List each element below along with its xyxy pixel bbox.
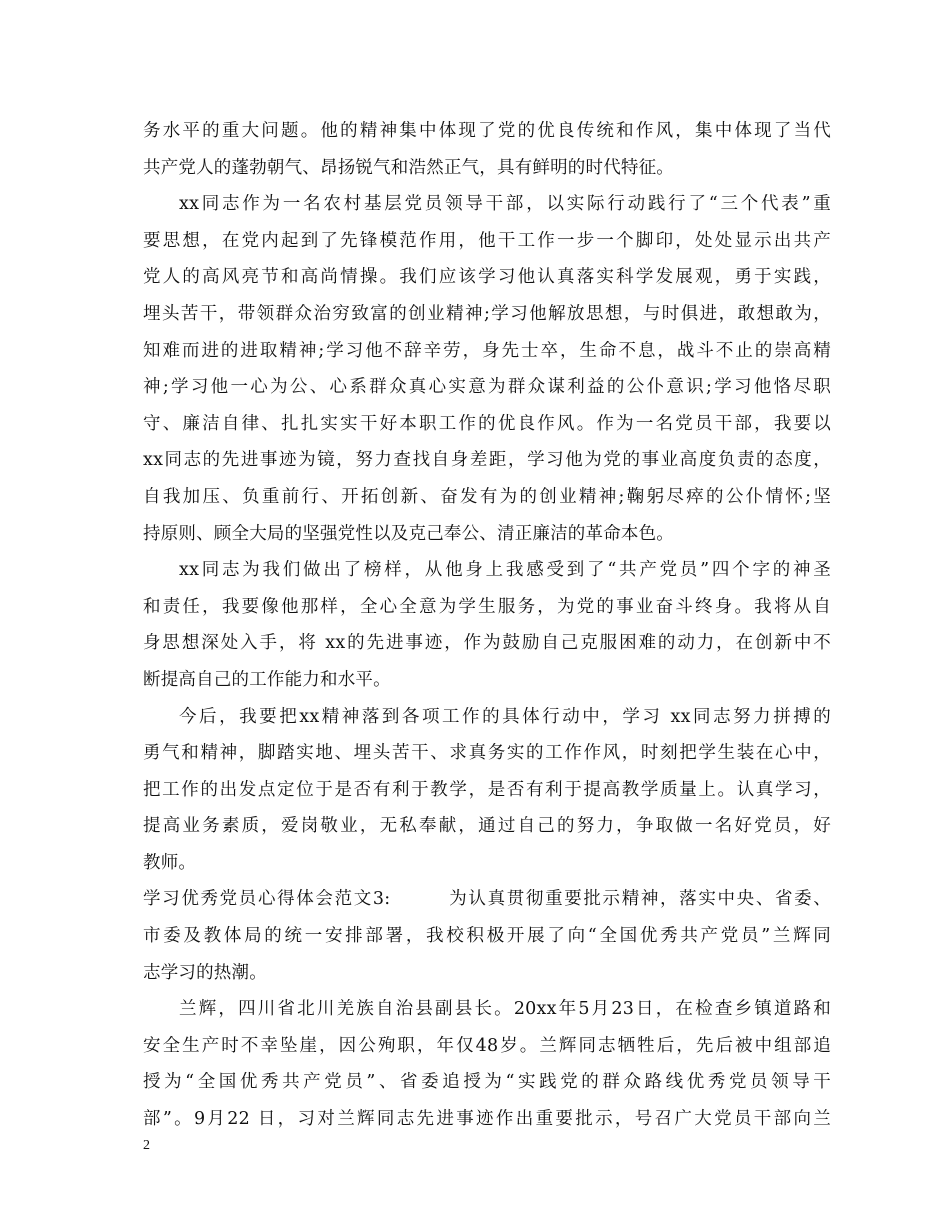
document-body bbox=[143, 113, 831, 1138]
text-line: 把工作的出发点定位于是否有利于教学，是否有利于提高教学质量上。认真学习， bbox=[143, 779, 831, 800]
page-number: 2 bbox=[143, 1138, 150, 1153]
text-line: 勇气和精神，脚踏实地、埋头苦干、求真务实的工作作风，时刻把学生装在心中， bbox=[143, 743, 831, 764]
text-line: 断提高自己的工作能力和水平。 bbox=[143, 669, 391, 690]
text-line: 埋头苦干，带领群众治穷致富的创业精神;学习他解放思想，与时俱进，敢想敢为， bbox=[143, 303, 831, 324]
text-line: xx同志为我们做出了榜样，从他身上我感受到了“共产党员”四个字的神圣 bbox=[179, 560, 831, 581]
text-line: 部”。9月22 日，习对兰辉同志先进事迹作出重要批示，号召广大党员干部向兰 bbox=[143, 1109, 831, 1130]
text-line: xx同志的先进事迹为镜，努力查找自身差距，学习他为党的事业高度负责的态度， bbox=[143, 450, 831, 471]
text-line: 今后，我要把xx精神落到各项工作的具体行动中，学习 xx同志努力拼搏的 bbox=[179, 706, 831, 727]
text-line: 共产党人的蓬勃朝气、昂扬锐气和浩然正气，具有鲜明的时代特征。 bbox=[143, 157, 674, 178]
text-line: 教师。 bbox=[143, 852, 197, 873]
text-line: 要思想，在党内起到了先锋模范作用，他干工作一步一个脚印，处处显示出共产 bbox=[143, 230, 831, 251]
text-line: 务水平的重大问题。他的精神集中体现了党的优良传统和作风，集中体现了当代 bbox=[143, 121, 831, 141]
text-line: xx同志作为一名农村基层党员领导干部，以实际行动践行了“三个代表”重 bbox=[179, 194, 831, 215]
text-line: 市委及教体局的统一安排部署，我校积极开展了向“全国优秀共产党员”兰辉同 bbox=[143, 926, 831, 947]
text-line: 提高业务素质，爱岗敬业，无私奉献，通过自己的努力，争取做一名好党员，好 bbox=[143, 816, 831, 837]
text-line: 党人的高风亮节和高尚情操。我们应该学习他认真落实科学发展观，勇于实践， bbox=[143, 267, 831, 288]
text-line: 守、廉洁自律、扎扎实实干好本职工作的优良作风。作为一名党员干部，我要以 bbox=[143, 413, 831, 434]
text-line: 和责任，我要像他那样，全心全意为学生服务，为党的事业奋斗终身。我将从自 bbox=[143, 596, 831, 617]
text-line: 授为“全国优秀共产党员”、省委追授为“实践党的群众路线优秀党员领导干 bbox=[143, 1072, 831, 1093]
text-line: 志学习的热潮。 bbox=[143, 962, 267, 983]
text-line: 神;学习他一心为公、心系群众真心实意为群众谋利益的公仆意识;学习他恪尽职 bbox=[143, 377, 831, 398]
text-line: 持原则、顾全大局的坚强党性以及克己奉公、清正廉洁的革命本色。 bbox=[143, 523, 674, 544]
text-line: 安全生产时不幸坠崖，因公殉职，年仅48岁。兰辉同志牺牲后，先后被中组部追 bbox=[143, 1035, 831, 1056]
text-line: 学习优秀党员心得体会范文3: 为认真贯彻重要批示精神，落实中央、省委、 bbox=[143, 889, 831, 910]
text-line: 自我加压、负重前行、开拓创新、奋发有为的创业精神;鞠躬尽瘁的公仆情怀;坚 bbox=[143, 486, 831, 507]
text-line: 身思想深处入手，将 xx的先进事迹，作为鼓励自己克服困难的动力，在创新中不 bbox=[143, 633, 831, 654]
text-line: 兰辉，四川省北川羌族自治县副县长。20xx年5月23日，在检查乡镇道路和 bbox=[179, 999, 831, 1020]
text-line: 知难而进的进取精神;学习他不辞辛劳，身先士卒，生命不息，战斗不止的崇高精 bbox=[143, 340, 831, 361]
